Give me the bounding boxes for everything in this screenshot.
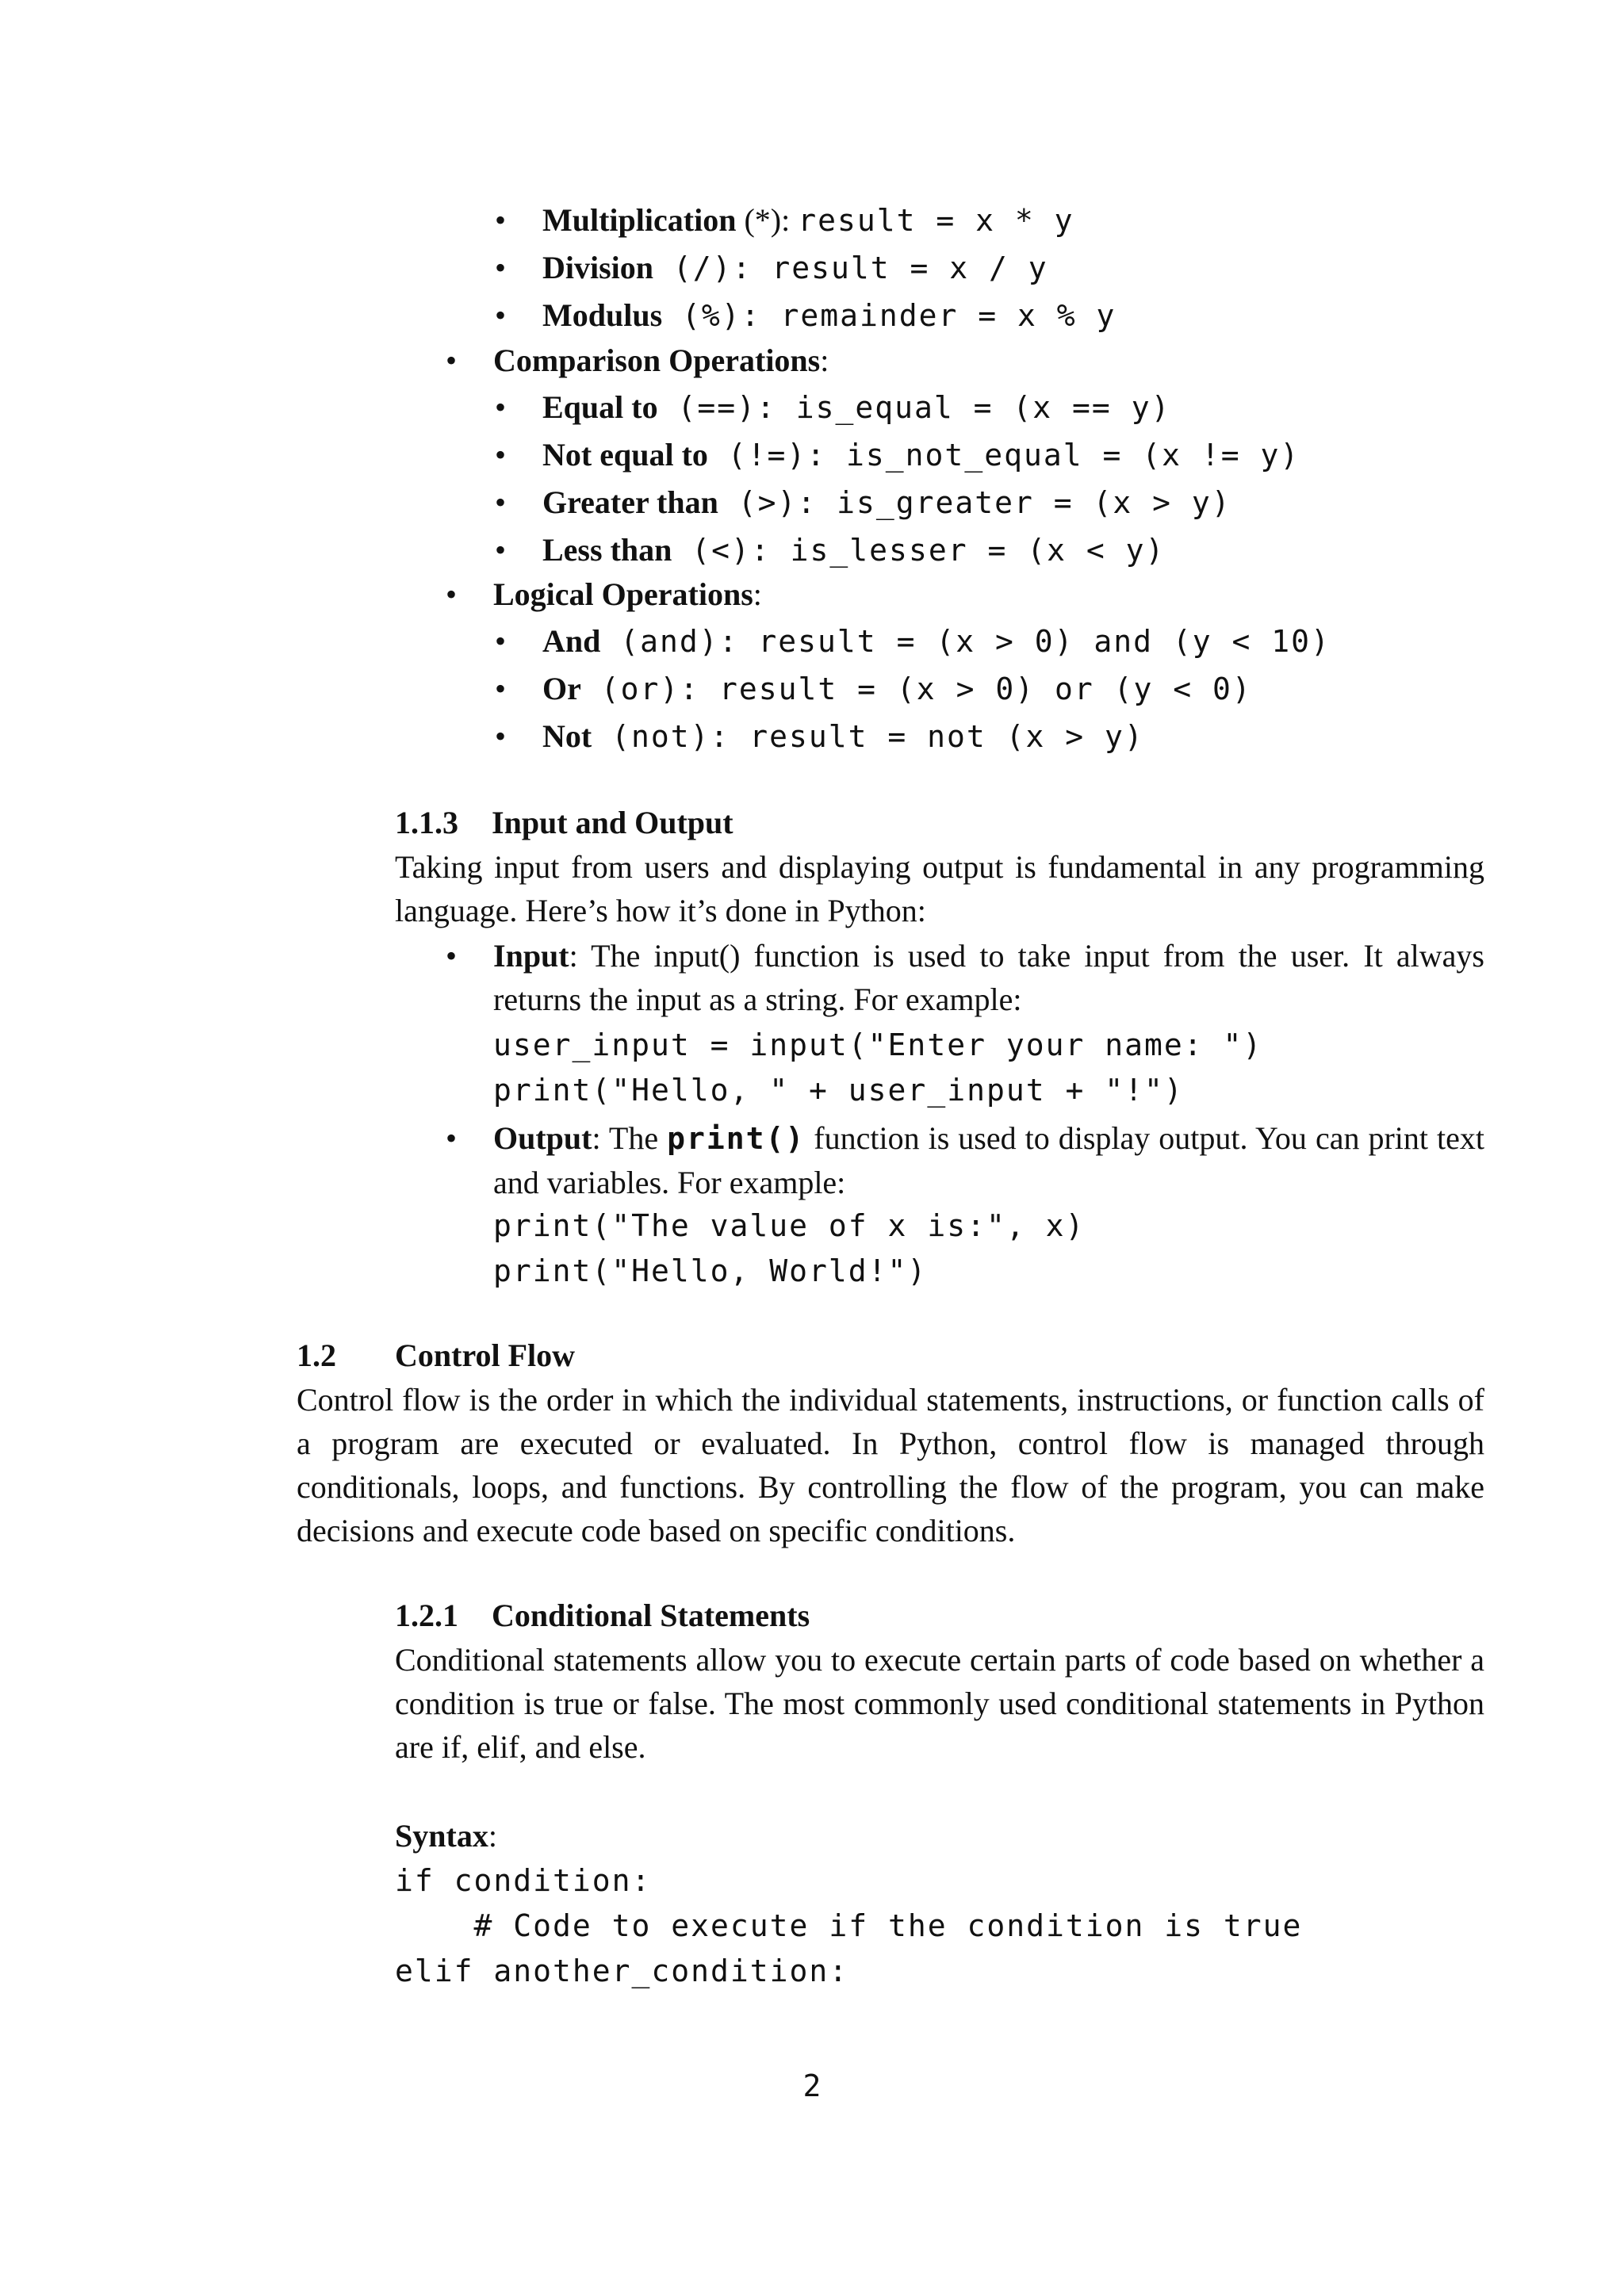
list-item	[542, 197, 1116, 244]
control-flow-body: Control flow is the order in which the individual statements, instructions, or function calls of a program are executed or evaluated. In Python, control flow is managed through conditionals, loops, and functions. By controlling the flow of the program, you can make decisions and execute code based on specific conditions.	[297, 1382, 1484, 1548]
item-label: Not equal to	[542, 437, 708, 473]
item-symbol: (%):	[662, 298, 781, 333]
arithmetic-list	[542, 197, 1116, 339]
section-number: 1.2	[297, 1337, 336, 1373]
list-item	[542, 244, 1116, 292]
label-suffix: :	[488, 1818, 497, 1854]
item-code: remainder = x % y	[780, 298, 1116, 333]
section-intro: Taking input from users and displaying output is fundamental in any programming language. Here’s how it’s done in Python:	[395, 849, 1484, 928]
item-symbol: (*):	[736, 202, 799, 238]
logical-list	[542, 618, 1331, 760]
section-heading-1-1-3	[395, 801, 733, 845]
comparison-list	[542, 384, 1300, 574]
output-code-block: print("The value of x is:", x) print("Hello, World!")	[493, 1208, 1086, 1288]
input-code-block: user_input = input("Enter your name: ") print("Hello, " + user_input + "!")	[493, 1027, 1263, 1108]
item-symbol: (/):	[653, 251, 772, 285]
output-label: Output	[493, 1120, 592, 1156]
list-item	[542, 479, 1300, 526]
item-code: result = (x > 0) and (y < 10)	[758, 624, 1331, 659]
item-code: is_greater = (x > y)	[837, 485, 1231, 520]
item-symbol: (==):	[657, 390, 796, 425]
item-symbol: (!=):	[707, 438, 847, 473]
syntax-label-text: Syntax	[395, 1818, 488, 1854]
comparison-label: Comparison Operations	[493, 342, 821, 378]
item-label: Not	[542, 718, 592, 754]
section-heading-1-2	[297, 1334, 575, 1378]
output-bullet	[493, 1116, 1484, 1204]
item-label: Or	[542, 671, 581, 706]
syntax-code-block: if condition: # Code to execute if the condition is true elif another_condition:	[395, 1863, 1303, 1988]
item-code: result = x / y	[772, 251, 1048, 285]
input-description: : The input() function is used to take input from the user. It always returns the input as a string. For example:	[493, 938, 1484, 1017]
label-suffix: :	[820, 342, 829, 378]
list-item	[493, 337, 829, 384]
list-item	[542, 713, 1331, 760]
list-item	[542, 665, 1331, 713]
list-item	[542, 526, 1300, 574]
conditional-body: Conditional statements allow you to execute certain parts of code based on whether a condition is true or false. The most commonly used conditional statements in Python are if, elif, and else.	[395, 1642, 1484, 1765]
input-bullet	[493, 934, 1484, 1021]
item-code: result = x * y	[798, 203, 1074, 238]
section-title: Conditional Statements	[492, 1598, 810, 1633]
logical-label: Logical Operations	[493, 576, 753, 612]
section-number: 1.2.1	[395, 1598, 458, 1633]
item-symbol: (>):	[718, 485, 837, 520]
item-symbol: (and):	[600, 624, 759, 659]
page-number: 2	[802, 2068, 822, 2103]
list-item	[542, 618, 1331, 665]
logical-heading-list	[493, 571, 762, 618]
item-label: Modulus	[542, 297, 663, 333]
item-symbol: (not):	[592, 719, 750, 754]
list-item	[542, 292, 1116, 339]
output-description-a: : The	[592, 1120, 668, 1156]
output-description-b: function is used to display output. You can print text and variables. For example:	[493, 1120, 1485, 1200]
input-label: Input	[493, 938, 569, 974]
list-item	[542, 431, 1300, 479]
item-label: Multiplication	[542, 202, 737, 238]
section-heading-1-2-1	[395, 1594, 810, 1638]
item-label: Less than	[542, 532, 672, 568]
item-label: Greater than	[542, 484, 718, 520]
item-code: is_equal = (x == y)	[795, 390, 1171, 425]
item-label: Equal to	[542, 389, 658, 425]
label-suffix: :	[753, 576, 762, 612]
item-code: result = not (x > y)	[749, 719, 1144, 754]
list-item	[542, 384, 1300, 431]
item-symbol: (or):	[580, 672, 720, 706]
item-code: result = (x > 0) or (y < 0)	[719, 672, 1252, 706]
item-code: is_lesser = (x < y)	[790, 533, 1166, 568]
item-label: And	[542, 623, 601, 659]
item-symbol: (<):	[672, 533, 791, 568]
comparison-heading-list	[493, 337, 829, 384]
item-code: is_not_equal = (x != y)	[846, 438, 1300, 473]
item-label: Division	[542, 250, 654, 285]
list-item	[493, 571, 762, 618]
section-title: Control Flow	[395, 1337, 576, 1373]
section-title: Input and Output	[492, 805, 733, 840]
syntax-label	[395, 1814, 497, 1858]
output-inline-code: print()	[667, 1121, 806, 1156]
section-number: 1.1.3	[395, 805, 458, 840]
